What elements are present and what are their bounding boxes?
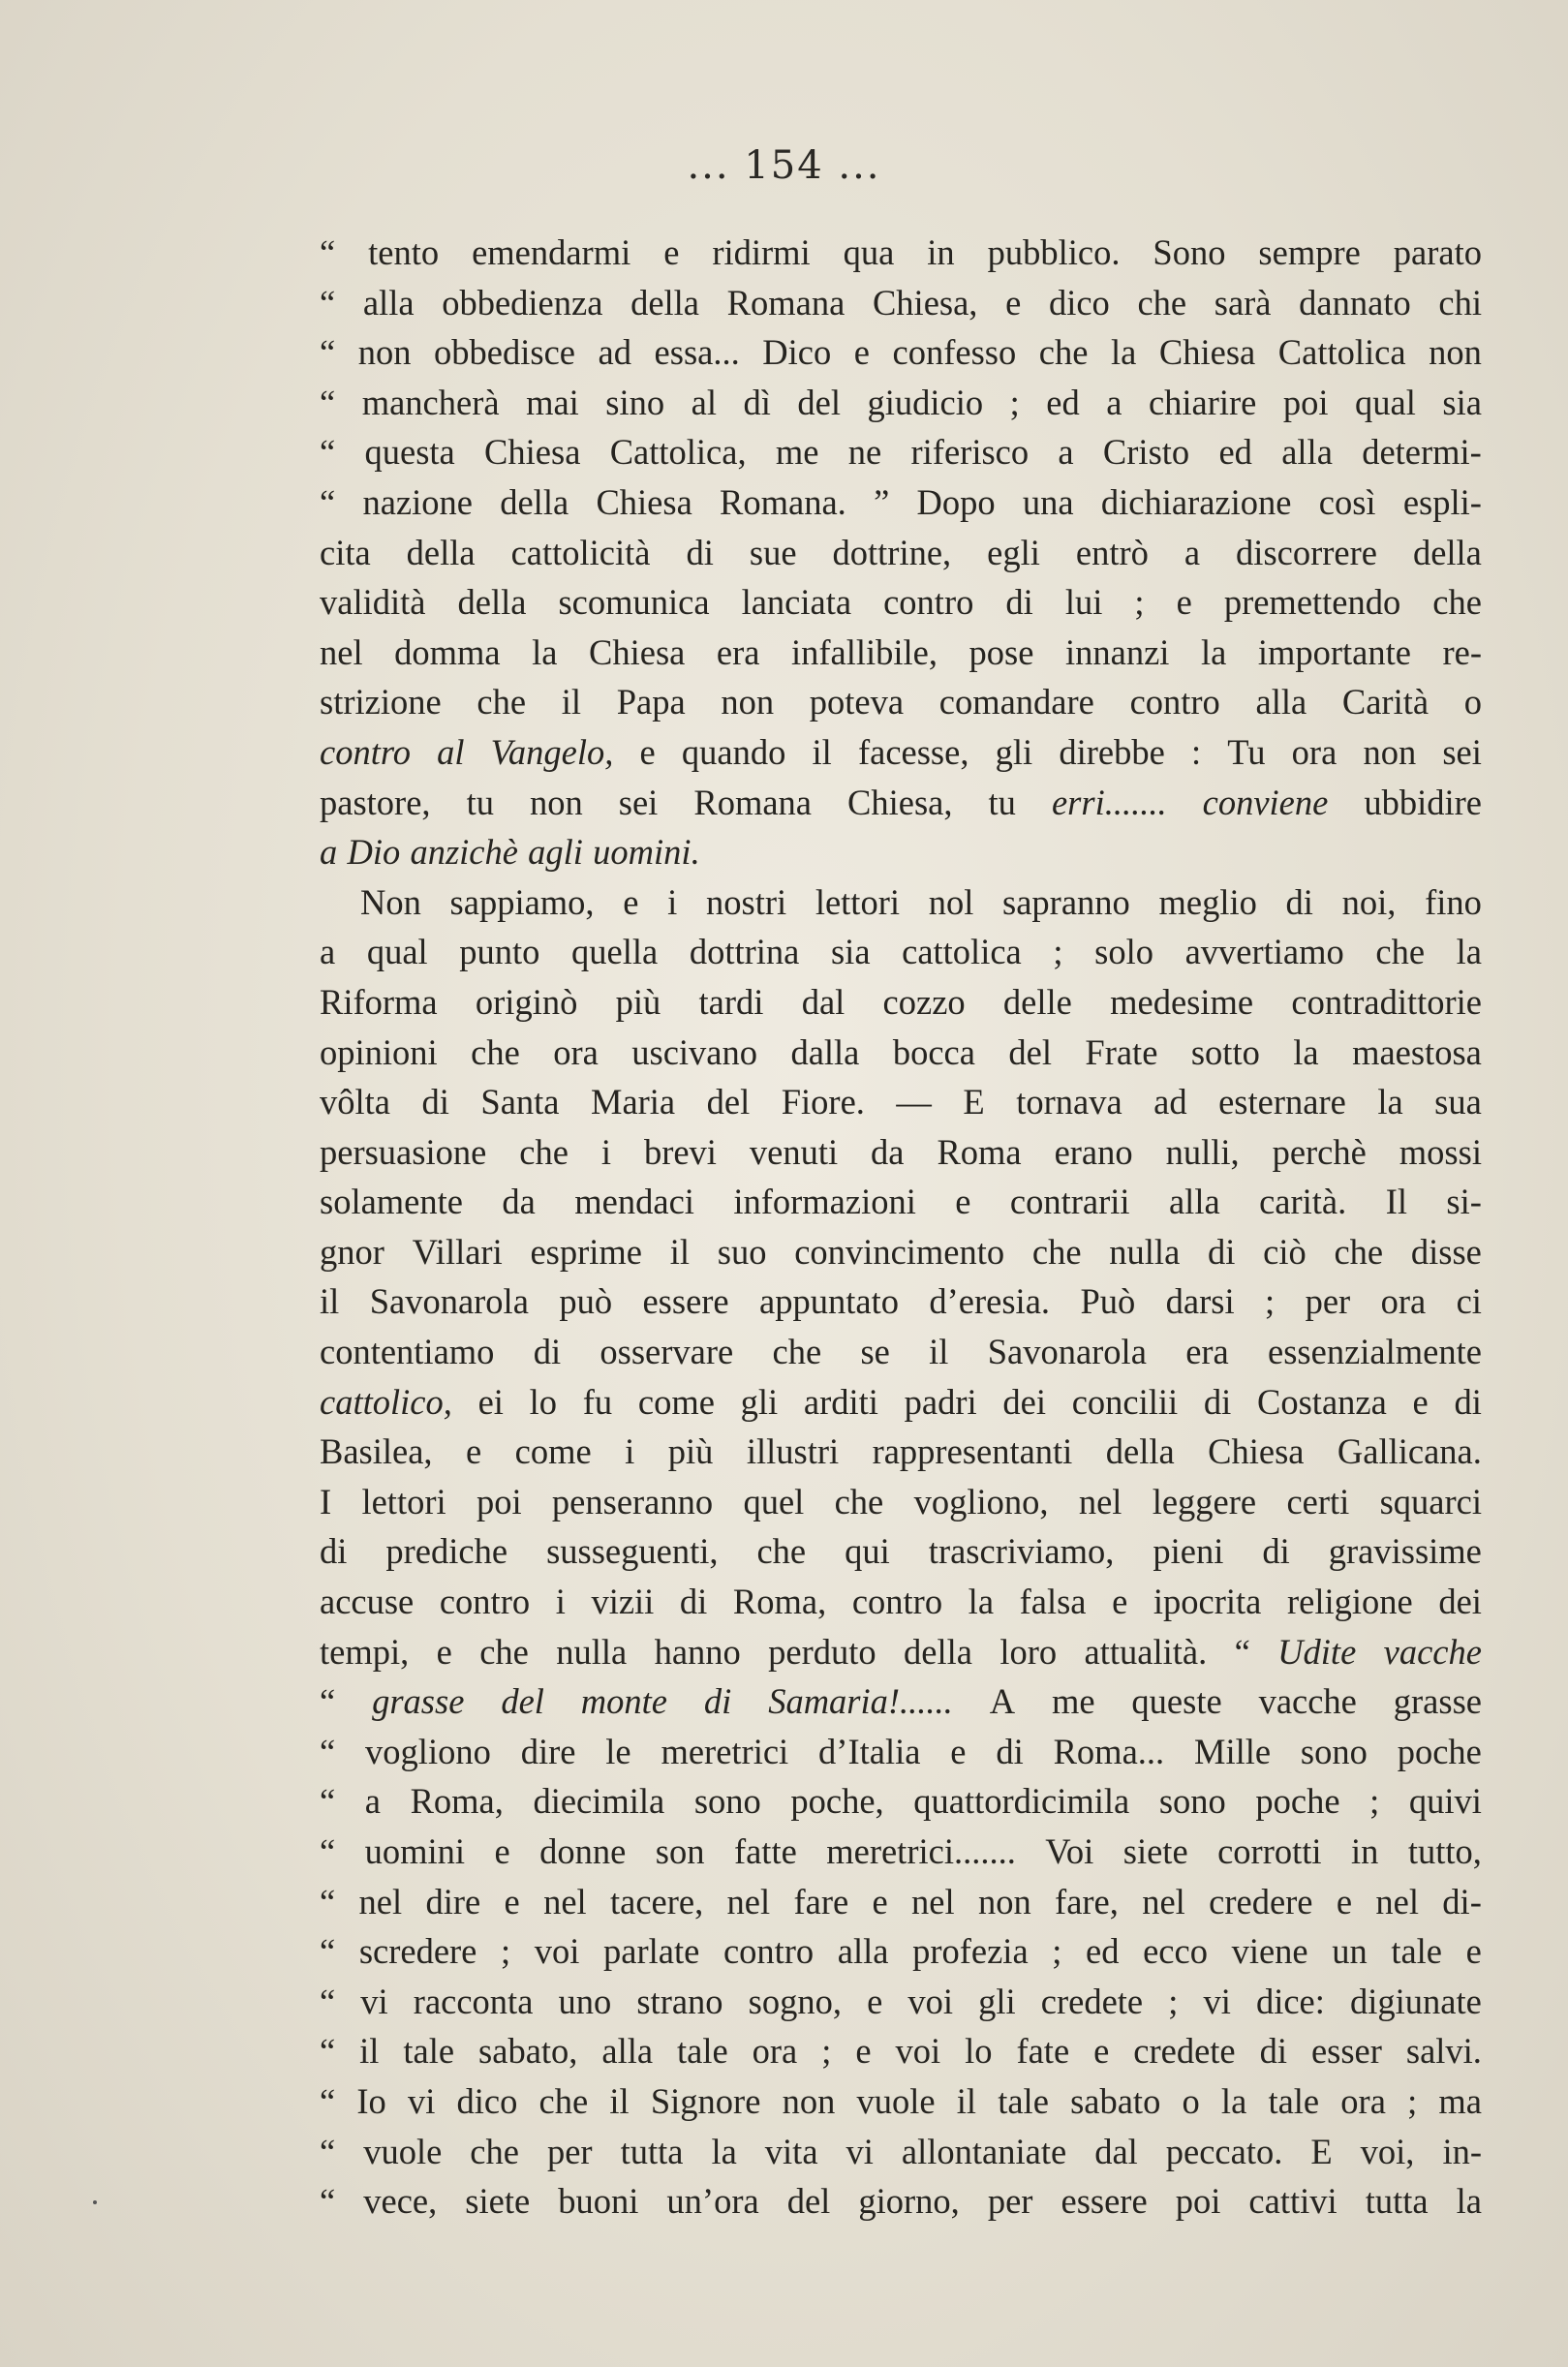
text-line: vôlta di Santa Maria del Fiore. — E tornava ad esternare la sua [320, 1082, 1482, 1122]
text-line: accuse contro i vizii di Roma, contro la falsa e ipocrita religione dei [320, 1582, 1482, 1622]
text-line: I lettori poi penseranno quel che vogliono, nel leggere certi squarci [320, 1481, 1482, 1522]
text-line: “ grasse del monte di Samaria!...... A me queste vacche grasse [320, 1681, 1482, 1722]
text-line: Riforma originò più tardi dal cozzo delle medesime contradittorie [320, 981, 1482, 1022]
text-line: pastore, tu non sei Romana Chiesa, tu erri....... conviene ubbidire [320, 782, 1482, 822]
text-line: di prediche susseguenti, che qui trascriviamo, pieni di gravissime [320, 1531, 1482, 1572]
text-line: tempi, e che nulla hanno perduto della loro attualità. “ Udite vacche [320, 1631, 1482, 1672]
text-line: il Savonarola può essere appuntato d’eresia. Può darsi ; per ora ci [320, 1281, 1482, 1322]
page-number-header: ... 154 ... [687, 143, 881, 188]
text-line: cattolico, ei lo fu come gli arditi padri dei concilii di Costanza e di [320, 1381, 1482, 1422]
text-line: “ alla obbedienza della Romana Chiesa, e dico che sarà dannato chi [320, 282, 1482, 323]
text-line: “ nazione della Chiesa Romana. ” Dopo una dichiarazione così espli- [320, 481, 1482, 522]
ink-speck [93, 2200, 97, 2204]
text-line: “ tento emendarmi e ridirmi qua in pubblico. Sono sempre parato [320, 232, 1482, 272]
text-line: “ non obbedisce ad essa... Dico e confesso che la Chiesa Cattolica non [320, 332, 1482, 373]
text-line: “ uomini e donne son fatte meretrici....... Voi siete corrotti in tutto, [320, 1831, 1482, 1871]
text-line: Non sappiamo, e i nostri lettori nol sapranno meglio di noi, fino [360, 881, 1482, 922]
text-line: a Dio anzichè agli uomini. [320, 832, 700, 873]
text-line: cita della cattolicità di sue dottrine, egli entrò a discorrere della [320, 532, 1482, 572]
text-line: a qual punto quella dottrina sia cattolica ; solo avvertiamo che la [320, 932, 1482, 972]
text-line: persuasione che i brevi venuti da Roma erano nulli, perchè mossi [320, 1131, 1482, 1172]
text-line: strizione che il Papa non poteva comandare contro alla Carità o [320, 682, 1482, 722]
text-line: “ mancherà mai sino al dì del giudicio ; ed a chiarire poi qual sia [320, 382, 1482, 422]
text-line: “ vuole che per tutta la vita vi allontaniate dal peccato. E voi, in- [320, 2131, 1482, 2171]
text-line: “ a Roma, diecimila sono poche, quattordicimila sono poche ; quivi [320, 1781, 1482, 1822]
text-line: contentiamo di osservare che se il Savonarola era essenzialmente [320, 1332, 1482, 1372]
text-line: “ nel dire e nel tacere, nel fare e nel non fare, nel credere e nel di- [320, 1881, 1482, 1921]
text-line: “ scredere ; voi parlate contro alla profezia ; ed ecco viene un tale e [320, 1931, 1482, 1972]
text-line: gnor Villari esprime il suo convincimento che nulla di ciò che disse [320, 1231, 1482, 1272]
text-line: “ vi racconta uno strano sogno, e voi gli credete ; vi dice: digiunate [320, 1981, 1482, 2021]
text-line: contro al Vangelo, e quando il facesse, gli direbbe : Tu ora non sei [320, 731, 1482, 772]
text-line: “ il tale sabato, alla tale ora ; e voi lo fate e credete di esser salvi. [320, 2031, 1482, 2072]
text-line: validità della scomunica lanciata contro di lui ; e premettendo che [320, 582, 1482, 623]
text-line: “ questa Chiesa Cattolica, me ne riferisco a Cristo ed alla determi- [320, 432, 1482, 473]
text-line: “ Io vi dico che il Signore non vuole il tale sabato o la tale ora ; ma [320, 2080, 1482, 2121]
text-line: opinioni che ora uscivano dalla bocca del Frate sotto la maestosa [320, 1031, 1482, 1072]
text-line: Basilea, e come i più illustri rappresentanti della Chiesa Gallicana. [320, 1431, 1482, 1472]
text-line: solamente da mendaci informazioni e contrarii alla carità. Il si- [320, 1182, 1482, 1222]
text-line: “ vogliono dire le meretrici d’Italia e di Roma... Mille sono poche [320, 1731, 1482, 1771]
text-line: nel domma la Chiesa era infallibile, pose innanzi la importante re- [320, 631, 1482, 672]
body-text [320, 228, 1482, 2227]
text-line: “ vece, siete buoni un’ora del giorno, per essere poi cattivi tutta la [320, 2181, 1482, 2222]
